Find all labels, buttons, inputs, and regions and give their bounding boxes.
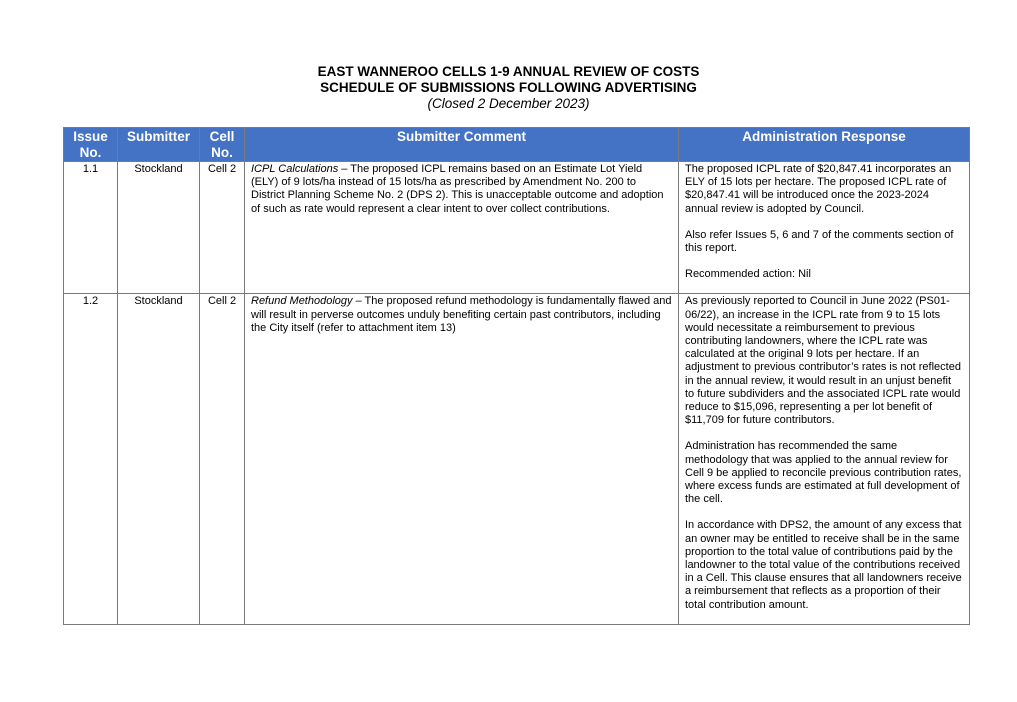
comment-lead: ICPL Calculations — [251, 163, 339, 175]
table-row — [64, 294, 970, 624]
response-paragraph: Administration has recommended the same methodology that was applied to the annual review for Cell 9 be applied to reconcile previous contribution rates, where excess funds are estimated at full development of the cell. — [685, 440, 962, 506]
issue-number-cell: 1.2 — [64, 294, 118, 624]
column-header-cell-no — [200, 128, 245, 162]
response-paragraph: In accordance with DPS2, the amount of any excess that an owner may be entitled to receive shall be in the same proportion to the total value of contributions paid by the landowner to the total value of the contributions received in a Cell. This clause ensures that all landowners receive a reimbursement that reflects as a proportion of their total contribution amount. — [685, 519, 962, 611]
response-paragraph: Also refer Issues 5, 6 and 7 of the comments section of this report. — [685, 228, 954, 255]
table-row — [64, 162, 970, 294]
comment-lead: Refund Methodology — [251, 295, 353, 308]
comment-text: – The proposed ICPL remains based on an Estimate Lot Yield (ELY) of 9 lots/ha instead of 15 lots/ha as prescribed by Amendment No. 200 to District Planning Scheme No. 2 (DPS 2). This is unacceptable outcome and adoption of such as rate would represent a clear intent to over collect contributions. — [251, 163, 664, 215]
response-paragraph: As previously reported to Council in June 2022 (PS01-06/22), an increase in the ICPL rate from 9 to 15 lots would necessitate a reimbursement to previous contributing landowners, where the ICPL rate was calculated at the original 9 lots per hectare. If an adjustment to previous contributor’s rates is not reflected in the annual review, it would result in an unjust benefit to future subdividers and the associated ICPL rate would reduce to $15,096, representing a per lot benefit of $11,709 for future contributors. — [685, 295, 961, 427]
table-header-row — [64, 128, 970, 162]
submitter-cell: Stockland — [118, 162, 200, 294]
column-header-cell-line2: No. — [211, 144, 233, 160]
submitter-comment-cell — [245, 294, 679, 624]
issue-number-cell: 1.1 — [64, 162, 118, 294]
submissions-table — [63, 127, 970, 625]
column-header-administration-response: Administration Response — [679, 128, 970, 162]
submitter-comment-cell — [245, 162, 679, 294]
document-title-line-1: EAST WANNEROO CELLS 1-9 ANNUAL REVIEW OF COSTS — [317, 64, 700, 79]
column-header-issue-no — [64, 128, 118, 162]
document-header — [0, 64, 1017, 112]
column-header-submitter-comment: Submitter Comment — [245, 128, 679, 162]
document-title-line-2: SCHEDULE OF SUBMISSIONS FOLLOWING ADVERTISING — [320, 80, 697, 95]
column-header-issue-line2: No. — [79, 144, 102, 160]
column-header-cell-line1: Cell — [209, 129, 235, 144]
recommended-action: Recommended action: Nil — [685, 268, 811, 281]
administration-response-cell — [679, 294, 970, 624]
comment-text: – The proposed refund methodology is fundamentally flawed and will result in perverse outcomes unduly benefiting certain past contributors, including the City itself (refer to attachment item 13) — [251, 295, 672, 334]
submitter-cell: Stockland — [118, 294, 200, 624]
column-header-issue-line1: Issue — [73, 129, 108, 144]
cell-number-cell: Cell 2 — [200, 162, 245, 294]
column-header-submitter: Submitter — [118, 128, 200, 162]
document-subtitle: (Closed 2 December 2023) — [427, 96, 590, 111]
response-paragraph: The proposed ICPL rate of $20,847.41 incorporates an ELY of 15 lots per hectare. The proposed ICPL rate of $20,847.41 will be introduced once the 2023-2024 annual review is adopted by Council. — [685, 163, 952, 215]
cell-number-cell: Cell 2 — [200, 294, 245, 624]
administration-response-cell — [679, 162, 970, 294]
